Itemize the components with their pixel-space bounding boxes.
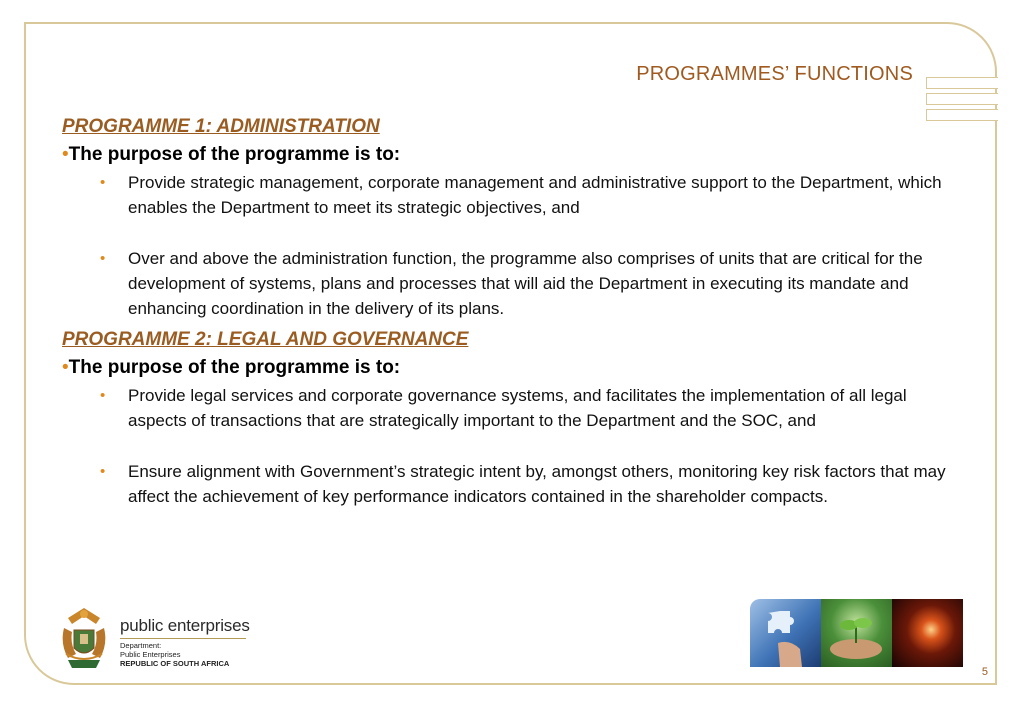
programme-2-purpose [62,357,962,379]
list-item: • Over and above the administration function, the programme also comprises of units that are critical for the development of systems, plans and processes that will aid the Department in executing its mandate and enhancing coordination in the delivery of its plans. [98,246,962,321]
decorative-bar [926,77,998,89]
bullet-icon: • [62,144,69,165]
logo-line: REPUBLIC OF SOUTH AFRICA [120,659,230,668]
purpose-text: The purpose of the programme is to: [68,144,401,165]
programme-2-list [62,383,962,509]
puzzle-piece-icon [750,599,821,667]
programme-1-heading: PROGRAMME 1: ADMINISTRATION [62,116,380,137]
programme-1-purpose [62,144,962,166]
logo-name: public enterprises [120,616,250,635]
list-item: • Ensure alignment with Government’s strategic intent by, amongst others, monitoring key risk factors that may affect the achievement of key performance indicators contained in the shareholder compacts. [98,459,962,509]
logo-divider [120,638,246,639]
programme-2-heading: PROGRAMME 2: LEGAL AND GOVERNANCE [62,329,469,350]
page-number: 5 [981,666,988,678]
list-item: • Provide legal services and corporate governance systems, and facilitates the implementation of all legal aspects of transactions that are strategically important to the Department and the SOC, and [98,383,962,433]
slide-title: PROGRAMMES’ FUNCTIONS [636,63,913,85]
footer-photo-strip [750,599,963,667]
purpose-text: The purpose of the programme is to: [68,357,401,378]
list-item: • Provide strategic management, corporate management and administrative support to the Department, which enables the Department to meet its strategic objectives, and [98,170,962,220]
logo-line: Department: [120,641,162,650]
coat-of-arms-icon [58,604,110,672]
programme-1-list [62,170,962,321]
department-logo [58,604,298,674]
seedling-icon [821,599,892,667]
seedling-hands-image [821,599,892,667]
logo-text [120,604,250,668]
puzzle-hand-image [750,599,821,667]
energy-burst-image [892,599,963,667]
bullet-icon: • [62,357,69,378]
decorative-bar [926,93,998,105]
logo-line: Public Enterprises [120,650,181,659]
slide-content [62,116,962,509]
